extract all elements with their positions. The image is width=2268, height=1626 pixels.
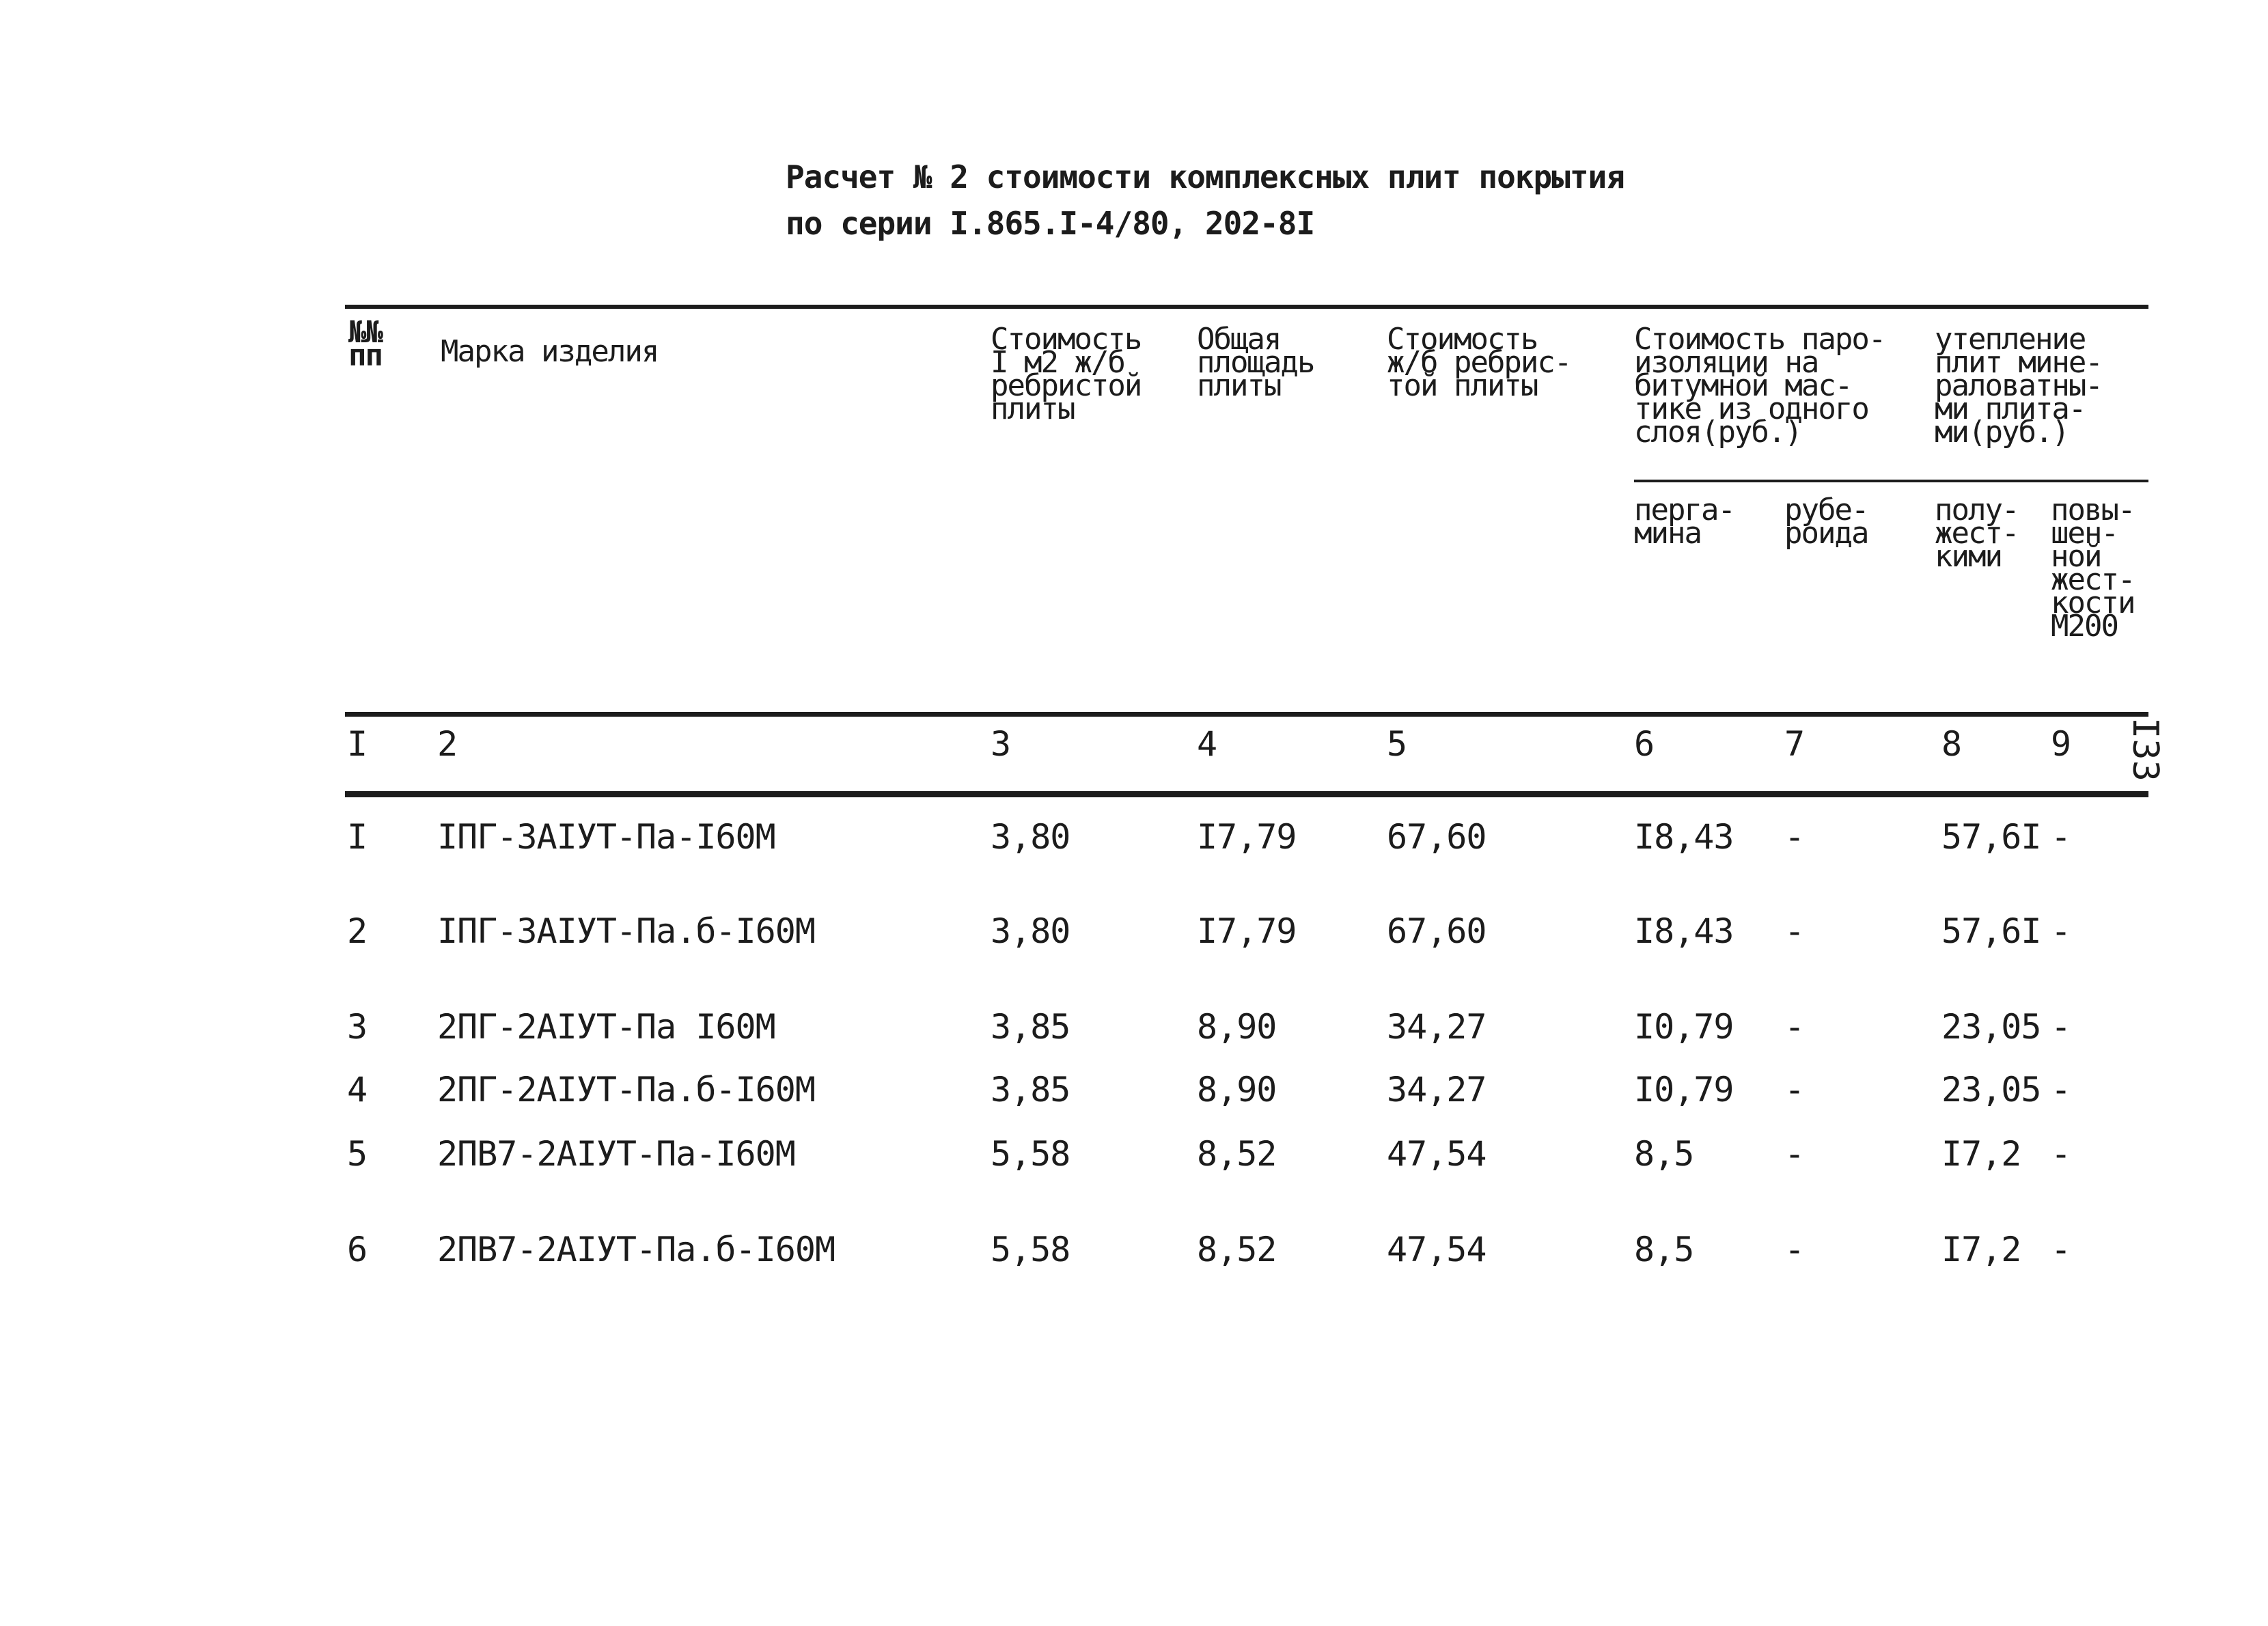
insulation-semirigid-cost: I7,2 [1941, 1134, 2021, 1174]
row-number: 4 [347, 1070, 368, 1110]
slab-cost: 34,27 [1387, 1007, 1486, 1047]
header-vapor-barrier-cost: Стоимость паро- изоляции на битумной мас- тике из одного слоя(руб.) [1634, 322, 1885, 450]
header-total-area: Общая площадь плиты [1197, 322, 1314, 403]
column-number: 3 [991, 724, 1012, 764]
product-mark: IПГ-3АIУТ-Пa.б-I60M [437, 911, 815, 951]
vapor-pergamin-cost: 8,5 [1634, 1134, 1694, 1174]
header-bottom-rule [345, 712, 2148, 717]
row-number: 2 [347, 911, 368, 951]
row-number: 5 [347, 1134, 368, 1174]
vapor-pergamin-cost: I8,43 [1634, 911, 1734, 951]
page-number: I33 [2125, 717, 2166, 782]
column-number: 7 [1784, 724, 1806, 764]
insulation-rigid-cost: - [2051, 1134, 2071, 1174]
unit-cost: 3,80 [991, 817, 1070, 857]
unit-cost: 3,80 [991, 911, 1070, 951]
slab-cost: 47,54 [1387, 1230, 1486, 1269]
table-top-rule [345, 305, 2148, 309]
header-insulation-semirigid: полу- жест- кими [1935, 493, 2019, 574]
unit-cost: 3,85 [991, 1007, 1070, 1047]
header-vapor-pergamin: перга- мина [1634, 493, 1734, 551]
product-mark: 2ПВ7-2АIУТ-Пa.б-I60M [437, 1230, 835, 1269]
row-number: 3 [347, 1007, 368, 1047]
product-mark: 2ПГ-2АIУТ-Пa.б-I60M [437, 1070, 815, 1110]
header-insulation-rigid-m200: повы- шен- ной жест- кости М200 [2051, 493, 2135, 644]
title-line-1: Расчет № 2 стоимости комплексных плит покрытия [786, 159, 1624, 195]
column-number: 4 [1197, 724, 1218, 764]
insulation-semirigid-cost: I7,2 [1941, 1230, 2021, 1269]
total-area: I7,79 [1197, 911, 1297, 951]
vapor-ruberoid-cost: - [1784, 1230, 1805, 1269]
unit-cost: 5,58 [991, 1134, 1070, 1174]
insulation-semirigid-cost: 57,6I [1941, 911, 2041, 951]
vapor-ruberoid-cost: - [1784, 1134, 1805, 1174]
column-number: 2 [437, 724, 458, 764]
total-area: 8,52 [1197, 1134, 1277, 1174]
vapor-ruberoid-cost: - [1784, 1070, 1805, 1110]
vapor-ruberoid-cost: - [1784, 911, 1805, 951]
header-insulation-cost: утепление плит мине- раловатны- ми плита- ми(руб.) [1935, 322, 2102, 450]
insulation-semirigid-cost: 57,6I [1941, 817, 2041, 857]
column-number: 5 [1387, 724, 1408, 764]
total-area: 8,90 [1197, 1007, 1277, 1047]
vapor-ruberoid-cost: - [1784, 817, 1805, 857]
column-number: 8 [1941, 724, 1963, 764]
slab-cost: 47,54 [1387, 1134, 1486, 1174]
column-number: 6 [1634, 724, 1655, 764]
header-unit-cost: Стоимость I м2 ж/б ребристой плиты [991, 322, 1142, 426]
insulation-rigid-cost: - [2051, 1070, 2071, 1110]
header-row-number: №№ пп [348, 315, 382, 373]
vapor-pergamin-cost: 8,5 [1634, 1230, 1694, 1269]
header-slab-cost: Стоимость ж/б ребрис- той плиты [1387, 322, 1571, 403]
column-number: I [347, 724, 368, 764]
row-number: 6 [347, 1230, 368, 1269]
vapor-pergamin-cost: I0,79 [1634, 1007, 1734, 1047]
product-mark: IПГ-3АIУТ-Пa-I60M [437, 817, 775, 857]
vapor-ruberoid-cost: - [1784, 1007, 1805, 1047]
total-area: 8,52 [1197, 1230, 1277, 1269]
header-vapor-ruberoid: рубе- роида [1784, 493, 1868, 551]
header-insulation-rule [1935, 480, 2148, 482]
insulation-rigid-cost: - [2051, 1230, 2071, 1269]
unit-cost: 5,58 [991, 1230, 1070, 1269]
slab-cost: 34,27 [1387, 1070, 1486, 1110]
insulation-rigid-cost: - [2051, 817, 2071, 857]
product-mark: 2ПГ-2АIУТ-Пa I60M [437, 1007, 775, 1047]
total-area: 8,90 [1197, 1070, 1277, 1110]
vapor-pergamin-cost: I0,79 [1634, 1070, 1734, 1110]
insulation-semirigid-cost: 23,05 [1941, 1070, 2041, 1110]
insulation-rigid-cost: - [2051, 911, 2071, 951]
header-product-mark: Марка изделия [441, 334, 659, 369]
product-mark: 2ПВ7-2АIУТ-Пa-I60M [437, 1134, 795, 1174]
insulation-semirigid-cost: 23,05 [1941, 1007, 2041, 1047]
slab-cost: 67,60 [1387, 911, 1486, 951]
column-number: 9 [2051, 724, 2072, 764]
total-area: I7,79 [1197, 817, 1297, 857]
header-vapor-barrier-rule [1634, 480, 1937, 482]
unit-cost: 3,85 [991, 1070, 1070, 1110]
vapor-pergamin-cost: I8,43 [1634, 817, 1734, 857]
colnum-bottom-rule [345, 791, 2148, 797]
row-number: I [347, 817, 368, 857]
insulation-rigid-cost: - [2051, 1007, 2071, 1047]
slab-cost: 67,60 [1387, 817, 1486, 857]
title-line-2: по серии I.865.I-4/80, 202-8I [786, 205, 1315, 242]
